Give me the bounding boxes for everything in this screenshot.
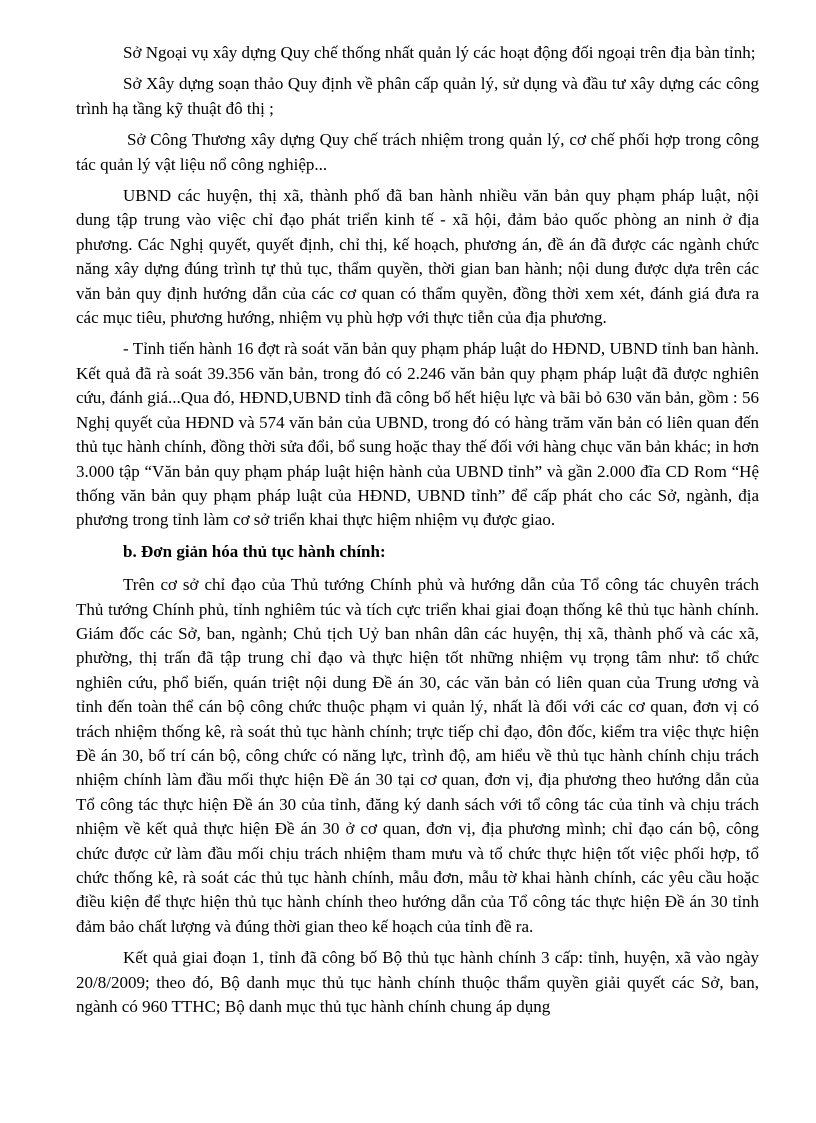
paragraph-ket-qua-giai-doan-1: Kết quả giai đoạn 1, tỉnh đã công bố Bộ thủ tục hành chính 3 cấp: tỉnh, huyện, xã vào ngày 20/8/2009; theo đó, Bộ danh mục thủ tục hành chính thuộc thẩm quyền giải quyết các Sở, ban, ngành có 960 TTHC; Bộ danh mục thủ tục hành chính chung áp dụng [76,948,759,1017]
paragraph-so-xay-dung: Sở Xây dựng soạn thảo Quy định về phân cấp quản lý, sử dụng và đầu tư xây dựng các công trình hạ tầng kỹ thuật đô thị ; [76,74,759,118]
paragraph-don-gian-hoa: Trên cơ sở chỉ đạo của Thủ tướng Chính phủ và hướng dẫn của Tổ công tác chuyên trách Thủ tướng Chính phủ, tỉnh nghiêm túc và tích cực triển khai giai đoạn thống kê thủ tục hành chính. Giám đốc các Sở, ban, ngành; Chủ tịch Uỷ ban nhân dân các huyện, thị xã, thành phố và các xã, phường, thị trấn đã tập trung chỉ đạo và thực hiện tốt những nhiệm vụ trọng tâm như: tổ chức nghiên cứu, phổ biến, quán triệt nội dung Đề án 30, các văn bản có liên quan của Trung ương và tỉnh đến toàn thể cán bộ công chức thuộc phạm vi quản lý, nhất là đối với các cơ quan, đơn vị có trách nhiệm thống kê, rà soát thủ tục hành chính; trực tiếp chỉ đạo, đôn đốc, kiểm tra việc thực hiện Đề án 30, bố trí cán bộ, công chức có năng lực, trình độ, am hiểu về thủ tục hành chính chịu trách nhiệm chính làm đầu mối thực hiện Đề án 30 tại cơ quan, đơn vị, địa phương theo hướng dẫn của Tổ công tác thực hiện Đề án 30 của tỉnh, đăng ký danh sách với tổ công tác của tỉnh và chịu trách nhiệm về kết quả thực hiện Đề án 30 ở cơ quan, đơn vị, địa phương mình; chỉ đạo cán bộ, công chức được cử làm đầu mối chịu trách nhiệm tham mưu và tổ chức thực hiện tốt việc phối hợp, tổ chức thống kê, rà soát các thủ tục hành chính, mẫu đơn, mẫu tờ khai hành chính, các yêu cầu hoặc điều kiện để thực hiện thủ tục hành chính theo hướng dẫn của Tổ công tác thực hiện Đề án 30 tỉnh đảm bảo chất lượng và đúng thời gian theo kế hoạch của tỉnh đề ra. [76,575,759,936]
paragraph-so-ngoai-vu: Sở Ngoại vụ xây dựng Quy chế thống nhất quản lý các hoạt động đối ngoại trên địa bàn tỉnh; [123,43,756,62]
paragraph-so-cong-thuong: Sở Công Thương xây dựng Quy chế trách nhiệm trong quản lý, cơ chế phối hợp trong công tác quản lý vật liệu nổ công nghiệp... [76,130,759,174]
document-body [76,41,759,1026]
paragraph-ubnd-huyen: UBND các huyện, thị xã, thành phố đã ban hành nhiều văn bản quy phạm pháp luật, nội dung tập trung vào việc chỉ đạo phát triển kinh tế - xã hội, đảm bảo quốc phòng an ninh ở địa phương. Các Nghị quyết, quyết định, chỉ thị, kế hoạch, phương án, đề án đã được các ngành chức năng xây dựng đúng trình tự thủ tục, thẩm quyền, thời gian ban hành; nội dung được dựa trên các văn bản quy định hướng dẫn của các cơ quan có thẩm quyền, đồng thời xem xét, đánh giá đưa ra các mục tiêu, phương hướng, nhiệm vụ phù hợp với thực tiễn của địa phương. [76,186,759,328]
paragraph-ra-soat-van-ban: - Tỉnh tiến hành 16 đợt rà soát văn bản quy phạm pháp luật do HĐND, UBND tỉnh ban hành. Kết quả đã rà soát 39.356 văn bản, trong đó có 2.246 văn bản quy phạm pháp luật đã được nghiên cứu, đánh giá...Qua đó, HĐND,UBND tỉnh đã công bố hết hiệu lực và bãi bỏ 630 văn bản, gồm : 56 Nghị quyết của HĐND và 574 văn bản của UBND, trong đó có hàng trăm văn bản có liên quan đến thủ tục hành chính, đồng thời sửa đổi, bổ sung hoặc thay thế đối với hàng chục văn bản khác; in hơn 3.000 tập “Văn bản quy phạm pháp luật hiện hành của UBND tỉnh” và gần 2.000 đĩa CD Rom “Hệ thống văn bản quy phạm pháp luật của HĐND, UBND tỉnh” để cấp phát cho các Sở, ngành, địa phương trong tỉnh làm cơ sở triển khai thực hiệm nhiệm vụ được giao. [76,339,759,530]
section-heading: b. Đơn giản hóa thủ tục hành chính: [123,541,386,561]
